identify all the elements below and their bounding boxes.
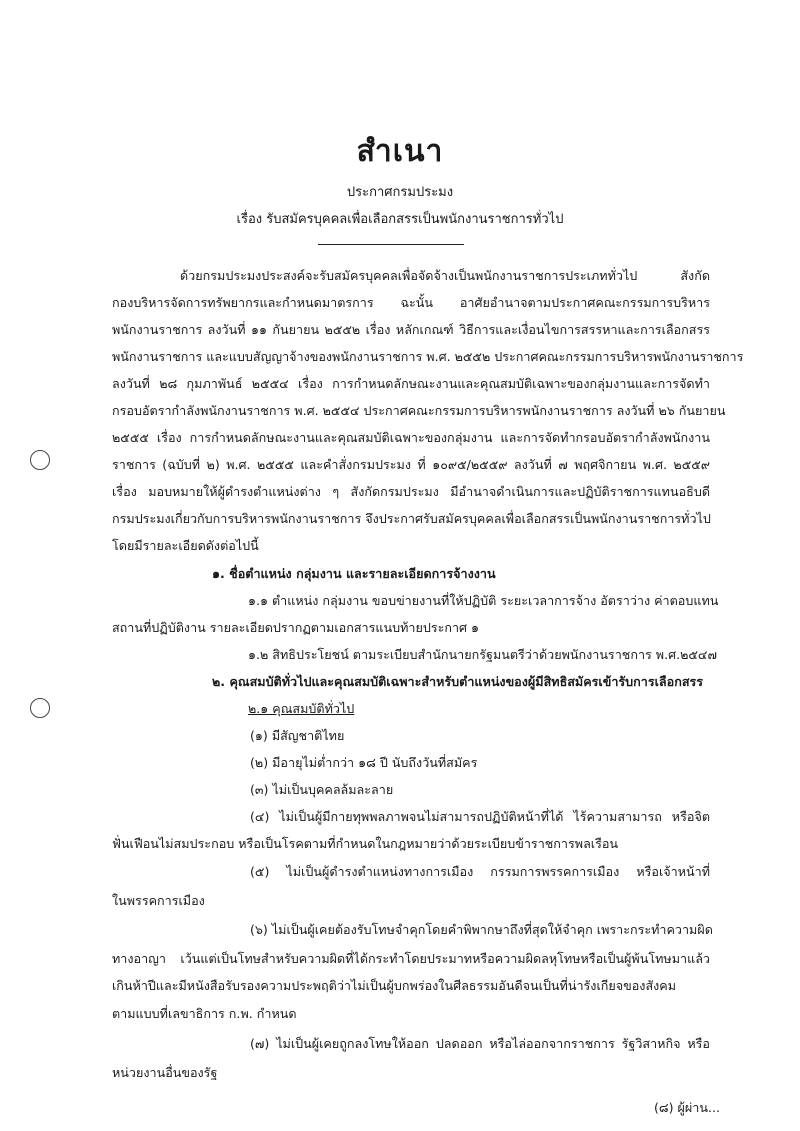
intro-line: พนักงานราชการ ลงวันที่ ๑๑ กันยายน ๒๕๕๒ เรื่อง หลักเกณฑ์ วิธีการและเงื่อนไขการสรรหาและการเลือกสรร <box>112 322 710 337</box>
intro-line: เรื่อง มอบหมายให้ผู้ดำรงตำแหน่งต่าง ๆ สังกัดกรมประมง มีอำนาจดำเนินการและปฏิบัติราชการแทนอธิบดี <box>112 484 710 499</box>
section-2-1-title: ๒.๑ คุณสมบัติทั่วไป <box>248 701 355 716</box>
subject-line: เรื่อง รับสมัครบุคคลเพื่อเลือกสรรเป็นพนักงานราชการทั่วไป <box>236 212 564 227</box>
qualification-7-line: หน่วยงานอื่นของรัฐ <box>112 1065 218 1080</box>
qualification-4-line: (๔) ไม่เป็นผู้มีกายทุพพลภาพจนไม่สามารถปฏิบัติหน้าที่ได้ ไร้ความสามารถ หรือจิต <box>250 809 710 824</box>
intro-line: กรอบอัตรากำลังพนักงานราชการ พ.ศ. ๒๕๕๔ ประกาศคณะกรรมการบริหารพนักงานราชการ ลงวันที่ ๒๖ กันยายน <box>112 403 726 418</box>
section-1-title: ๑. ชื่อตำแหน่ง กลุ่มงาน และรายละเอียดการจ้างงาน <box>212 566 496 581</box>
section-2-title: ๒. คุณสมบัติทั่วไปและคุณสมบัติเฉพาะสำหรับตำแหน่งของผู้มีสิทธิสมัครเข้ารับการเลือกสรร <box>212 674 704 689</box>
qualification-4-line: ฟั่นเฟือนไม่สมประกอบ หรือเป็นโรคตามที่กำหนดในกฎหมายว่าด้วยระเบียบข้าราชการพลเรือน <box>112 836 619 851</box>
punch-hole-bottom <box>30 698 50 718</box>
qualification-6-line: เกินห้าปีและมีหนังสือรับรองความประพฤติว่าไม่เป็นผู้บกพร่องในศีลธรรมอันดีจนเป็นที่น่ารังเกียจของสังคม <box>112 978 677 993</box>
title-divider <box>318 244 464 245</box>
intro-line: ด้วยกรมประมงประสงค์จะรับสมัครบุคคลเพื่อจัดจ้างเป็นพนักงานราชการประเภททั่วไป สังกัด <box>180 268 710 283</box>
section-1-1-line: สถานที่ปฏิบัติงาน รายละเอียดปรากฏตามเอกสารแนบท้ายประกาศ ๑ <box>112 620 480 635</box>
qualification-3: (๓) ไม่เป็นบุคคลล้มละลาย <box>250 782 394 797</box>
section-1-1-line: ๑.๑ ตำแหน่ง กลุ่มงาน ขอบข่ายงานที่ให้ปฏิบัติ ระยะเวลาการจ้าง อัตราว่าง ค่าตอบแทน <box>248 593 719 608</box>
intro-line: พนักงานราชการ และแบบสัญญาจ้างของพนักงานราชการ พ.ศ. ๒๕๕๒ ประกาศคณะกรรมการบริหารพนักงานราชการ <box>112 349 744 364</box>
qualification-6-line: (๖) ไม่เป็นผู้เคยต้องรับโทษจำคุกโดยคำพิพากษาถึงที่สุดให้จำคุก เพราะกระทำความผิด <box>250 922 713 937</box>
qualification-6-line: ทางอาญา เว้นแต่เป็นโทษสำหรับความผิดที่ได้กระทำโดยประมาทหรือความผิดลหุโทษหรือเป็นผู้พ้นโทษมาแล้ว <box>112 951 710 966</box>
document-heading: สำเนา <box>356 134 444 169</box>
intro-line: กรมประมงเกี่ยวกับการบริหารพนักงานราชการ จึงประกาศรับสมัครบุคคลเพื่อเลือกสรรเป็นพนักงานราชการทั่วไป <box>112 511 711 526</box>
intro-line: ลงวันที่ ๒๘ กุมภาพันธ์ ๒๕๕๔ เรื่อง การกำหนดลักษณะงานและคุณสมบัติเฉพาะของกลุ่มงานและการจัดทำ <box>112 376 710 391</box>
qualification-6-line: ตามแบบที่เลขาธิการ ก.พ. กำหนด <box>112 1006 297 1021</box>
announcer-line: ประกาศกรมประมง <box>346 185 454 200</box>
qualification-1: (๑) มีสัญชาติไทย <box>250 728 345 743</box>
intro-line: ราชการ (ฉบับที่ ๒) พ.ศ. ๒๕๕๕ และคำสั่งกรมประมง ที่ ๑๐๙๕/๒๕๕๙ ลงวันที่ ๗ พฤศจิกายน พ.ศ. ๒๕๕๙ <box>112 457 710 472</box>
section-1-2: ๑.๒ สิทธิประโยชน์ ตามระเบียบสำนักนายกรัฐมนตรีว่าด้วยพนักงานราชการ พ.ศ.๒๕๔๗ <box>248 647 717 662</box>
qualification-5-line: (๕) ไม่เป็นผู้ดำรงตำแหน่งทางการเมือง กรรมการพรรคการเมือง หรือเจ้าหน้าที่ <box>250 864 710 879</box>
punch-hole-top <box>30 450 50 470</box>
intro-line: กองบริหารจัดการทรัพยากรและกำหนดมาตรการ ฉะนั้น อาศัยอำนาจตามประกาศคณะกรรมการบริหาร <box>112 295 710 310</box>
qualification-5-line: ในพรรคการเมือง <box>112 893 205 908</box>
intro-line: ๒๕๕๕ เรื่อง การกำหนดลักษณะงานและคุณสมบัติเฉพาะของกลุ่มงาน และการจัดทำกรอบอัตรากำลังพนักงาน <box>112 430 710 445</box>
qualification-2: (๒) มีอายุไม่ต่ำกว่า ๑๘ ปี นับถึงวันที่สมัคร <box>250 755 478 770</box>
qualification-7-line: (๗) ไม่เป็นผู้เคยถูกลงโทษให้ออก ปลดออก หรือไล่ออกจากราชการ รัฐวิสาหกิจ หรือ <box>250 1036 710 1051</box>
intro-line: โดยมีรายละเอียดดังต่อไปนี้ <box>112 538 259 553</box>
continuation-marker: (๘) ผู้ผ่าน... <box>654 1100 720 1115</box>
